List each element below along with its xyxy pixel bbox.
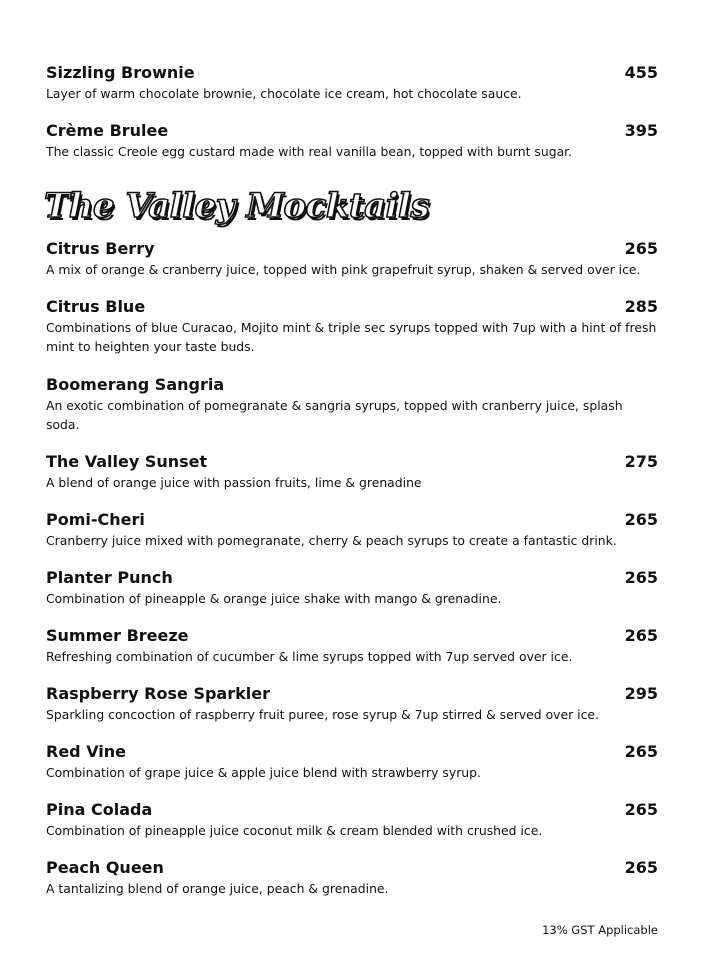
item-header — [46, 625, 658, 647]
item-header — [46, 683, 658, 705]
item-description: Cranberry juice mixed with pomegranate, cherry & peach syrups to create a fantastic drink. — [46, 533, 617, 548]
item-name: Peach Queen — [46, 858, 164, 877]
item-name: Summer Breeze — [46, 626, 189, 645]
item-description: Layer of warm chocolate brownie, chocolate ice cream, hot chocolate sauce. — [46, 86, 522, 101]
item-description: Combination of grape juice & apple juice blend with strawberry syrup. — [46, 765, 481, 780]
item-header — [46, 741, 658, 763]
item-name: Citrus Blue — [46, 297, 146, 316]
item-header — [46, 120, 658, 142]
menu-item-valley-sunset — [46, 451, 658, 492]
item-header — [46, 296, 658, 318]
menu-item-planter-punch — [46, 567, 658, 608]
item-price: 275 — [624, 452, 658, 471]
item-name: Pina Colada — [46, 800, 153, 819]
item-name: Red Vine — [46, 742, 127, 761]
item-header — [46, 799, 658, 821]
item-price: 265 — [624, 742, 658, 761]
item-header — [46, 509, 658, 531]
menu-item-pina-colada — [46, 799, 658, 840]
item-price: 295 — [624, 684, 658, 703]
item-name: Crème Brulee — [46, 121, 169, 140]
menu-item-summer-breeze — [46, 625, 658, 666]
item-description: Combinations of blue Curacao, Mojito mint & triple sec syrups topped with 7up with a hint of fresh mint to heighten your taste buds. — [46, 320, 657, 354]
section-title-mocktails: The Valley Mocktails — [44, 186, 430, 226]
item-name: Citrus Berry — [46, 239, 155, 258]
item-description: Sparkling concoction of raspberry fruit puree, rose syrup & 7up stirred & served over ice. — [46, 707, 599, 722]
item-header — [46, 238, 658, 260]
item-description: A tantalizing blend of orange juice, peach & grenadine. — [46, 881, 389, 896]
item-description: Combination of pineapple & orange juice shake with mango & grenadine. — [46, 591, 502, 606]
item-description: Combination of pineapple juice coconut milk & cream blended with crushed ice. — [46, 823, 543, 838]
item-description: A blend of orange juice with passion fruits, lime & grenadine — [46, 475, 422, 490]
item-price: 285 — [624, 297, 658, 316]
menu-item-peach-queen — [46, 857, 658, 898]
item-price: 265 — [624, 568, 658, 587]
menu-item-sizzling-brownie — [46, 62, 658, 103]
item-price: 455 — [624, 63, 658, 82]
item-price: 265 — [624, 510, 658, 529]
menu-item-red-vine — [46, 741, 658, 782]
item-description: A mix of orange & cranberry juice, topped with pink grapefruit syrup, shaken & served over ice. — [46, 262, 641, 277]
item-description: The classic Creole egg custard made with real vanilla bean, topped with burnt sugar. — [46, 144, 573, 159]
item-name: Planter Punch — [46, 568, 173, 587]
item-header — [46, 451, 658, 473]
item-price: 265 — [624, 239, 658, 258]
menu-item-creme-brulee — [46, 120, 658, 161]
item-description: An exotic combination of pomegranate & sangria syrups, topped with cranberry juice, splash soda. — [46, 398, 623, 432]
gst-note: 13% GST Applicable — [542, 923, 658, 937]
menu-item-pomi-cheri — [46, 509, 658, 550]
menu-item-raspberry-rose-sparkler — [46, 683, 658, 724]
menu-item-citrus-blue — [46, 296, 658, 356]
item-price: 265 — [624, 858, 658, 877]
item-name: The Valley Sunset — [46, 452, 208, 471]
item-price: 265 — [624, 626, 658, 645]
menu-item-boomerang-sangria — [46, 374, 658, 434]
item-header — [46, 62, 658, 84]
item-name: Raspberry Rose Sparkler — [46, 684, 270, 703]
item-header — [46, 374, 658, 396]
item-name: Boomerang Sangria — [46, 375, 225, 394]
item-price: 395 — [624, 121, 658, 140]
menu-item-citrus-berry — [46, 238, 658, 279]
item-header — [46, 567, 658, 589]
item-description: Refreshing combination of cucumber & lime syrups topped with 7up served over ice. — [46, 649, 573, 664]
item-name: Pomi-Cheri — [46, 510, 145, 529]
item-name: Sizzling Brownie — [46, 63, 195, 82]
item-price: 265 — [624, 800, 658, 819]
item-header — [46, 857, 658, 879]
